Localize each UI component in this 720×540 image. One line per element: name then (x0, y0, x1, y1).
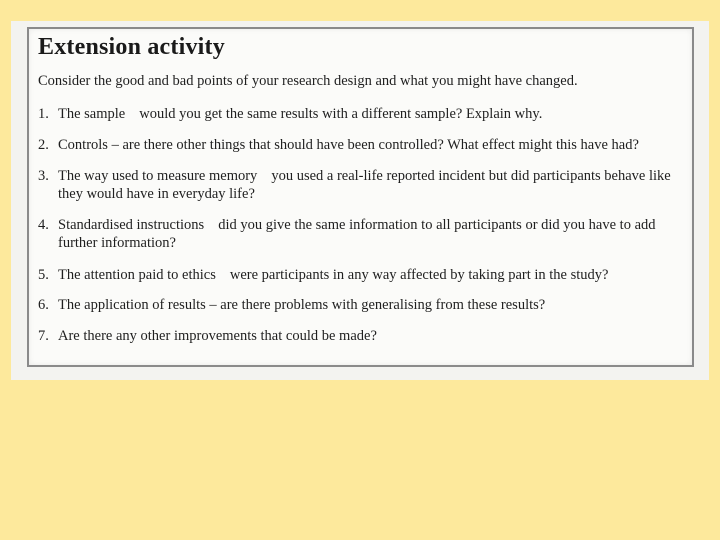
list-item-2 (38, 136, 678, 154)
page-title: Extension activity (38, 34, 225, 60)
item-text: did you give the same information to all participants or did you have to add further information? (58, 217, 656, 251)
intro-text: Consider the good and bad points of your research design and what you might have changed. (38, 73, 578, 89)
item-lead: Controls – are there other things that should have been controlled? What effect might this have had? (58, 137, 639, 153)
list-item-6 (38, 296, 678, 314)
item-number: 4. (38, 217, 49, 233)
item-number: 5. (38, 267, 49, 283)
item-lead: The attention paid to ethics (58, 267, 216, 283)
item-text: you used a real-life reported incident but did participants behave like they would have in everyday life? (58, 168, 671, 202)
item-number: 1. (38, 106, 49, 122)
list-item-3 (38, 167, 678, 203)
item-text: would you get the same results with a different sample? Explain why. (139, 106, 543, 122)
item-text: were participants in any way affected by taking part in the study? (229, 267, 609, 283)
item-number: 3. (38, 168, 49, 184)
item-number: 7. (38, 328, 49, 344)
item-number: 2. (38, 137, 49, 153)
list-item-1 (38, 105, 678, 123)
item-lead: The sample (58, 106, 126, 122)
item-lead: The way used to measure memory (58, 168, 258, 184)
item-lead: Are there any other improvements that could be made? (58, 328, 377, 344)
list-item-4 (38, 216, 678, 252)
item-number: 6. (38, 297, 49, 313)
worksheet-card (27, 27, 694, 367)
item-lead: Standardised instructions (58, 217, 205, 233)
list-item-7 (38, 327, 678, 345)
slide-image-frame (11, 21, 709, 380)
list-item-5 (38, 266, 678, 284)
item-lead: The application of results – are there problems with generalising from these results? (58, 297, 546, 313)
